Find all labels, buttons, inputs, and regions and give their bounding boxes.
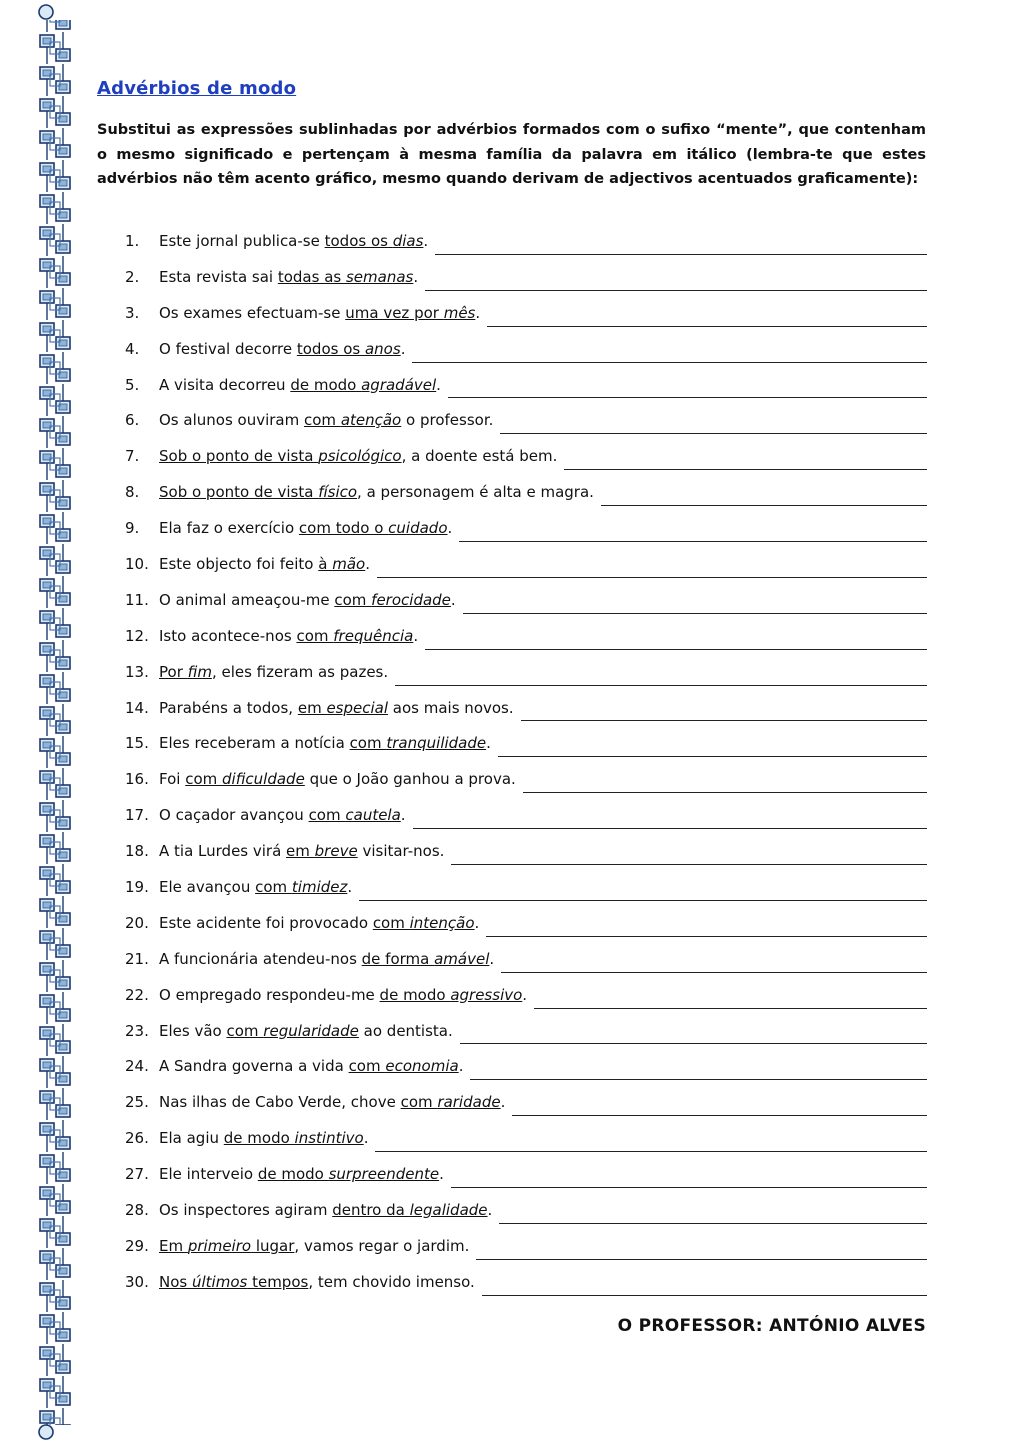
underlined-text: com xyxy=(255,878,292,897)
italic-keyword: ferocidade xyxy=(371,590,451,609)
sentence-text: Este jornal publica-se xyxy=(159,232,325,250)
underlined-text: com xyxy=(308,806,346,825)
answer-blank-line[interactable] xyxy=(470,1078,927,1080)
sentence-text: . xyxy=(475,303,481,322)
exercise-number: 6. xyxy=(125,411,140,430)
exercise-item xyxy=(125,1273,927,1309)
italic-keyword: legalidade xyxy=(409,1201,488,1220)
underlined-text: em xyxy=(297,698,327,717)
exercise-sentence xyxy=(159,304,480,322)
exercise-number: 24. xyxy=(125,1057,149,1076)
underlined-text: com xyxy=(334,590,372,609)
underlined-text: com xyxy=(185,770,223,789)
italic-keyword: últimos xyxy=(191,1272,248,1291)
teacher-signature: O PROFESSOR: ANTÓNIO ALVES xyxy=(617,1316,926,1336)
exercise-item xyxy=(125,770,927,806)
sentence-text: . xyxy=(347,878,353,897)
italic-keyword: mês xyxy=(443,303,476,322)
answer-blank-line[interactable] xyxy=(460,1042,927,1044)
page-title: Advérbios de modo xyxy=(97,78,297,99)
italic-keyword: surpreendente xyxy=(328,1165,440,1184)
answer-blank-line[interactable] xyxy=(459,540,927,542)
exercise-number: 5. xyxy=(125,375,140,394)
answer-blank-line[interactable] xyxy=(523,791,927,793)
exercise-number: 27. xyxy=(125,1165,149,1184)
exercise-number: 16. xyxy=(125,770,149,789)
sentence-text: , eles fizeram as pazes. xyxy=(211,662,389,681)
exercise-number: 1. xyxy=(125,232,140,250)
sentence-text: visitar-nos. xyxy=(357,842,445,861)
exercise-item xyxy=(125,842,927,878)
sentence-text: Foi xyxy=(159,770,186,789)
exercise-sentence xyxy=(159,663,388,681)
underlined-text: tempos xyxy=(247,1272,309,1291)
exercise-sentence xyxy=(159,806,406,824)
sentence-text: . xyxy=(413,267,419,286)
sentence-text: Parabéns a todos, xyxy=(159,698,298,717)
sentence-text: . xyxy=(400,806,406,825)
answer-blank-line[interactable] xyxy=(451,863,927,865)
sentence-text: Este objecto foi feito xyxy=(159,555,319,574)
underlined-text: de modo xyxy=(379,985,451,1004)
exercise-number: 22. xyxy=(125,985,149,1004)
answer-blank-line[interactable] xyxy=(425,289,927,291)
sentence-text: . xyxy=(413,626,419,645)
answer-blank-line[interactable] xyxy=(377,576,927,578)
italic-keyword: economia xyxy=(385,1057,459,1076)
exercise-sentence xyxy=(159,411,493,429)
underlined-text: de modo xyxy=(257,1165,329,1184)
sentence-text: Eles receberam a notícia xyxy=(159,734,350,753)
answer-blank-line[interactable] xyxy=(499,1222,927,1224)
exercise-sentence xyxy=(159,1057,463,1075)
exercise-item xyxy=(125,914,927,950)
underlined-text: Sob o ponto de vista xyxy=(159,447,319,466)
exercise-number: 12. xyxy=(125,626,149,645)
sentence-text: . xyxy=(400,339,406,358)
exercise-number: 19. xyxy=(125,878,149,897)
sentence-text: . xyxy=(486,734,491,753)
exercise-sentence xyxy=(159,268,418,286)
answer-blank-line[interactable] xyxy=(425,648,927,650)
exercise-number: 14. xyxy=(125,698,149,717)
sentence-text: A Sandra governa a vida xyxy=(159,1057,349,1076)
italic-keyword: intenção xyxy=(409,913,475,932)
exercise-item xyxy=(125,1022,927,1058)
sentence-text: . xyxy=(436,375,441,394)
answer-blank-line[interactable] xyxy=(482,1294,927,1296)
exercise-sentence xyxy=(159,1237,469,1255)
exercise-sentence xyxy=(159,1093,505,1111)
underlined-text: Sob o ponto de vista xyxy=(159,483,319,502)
italic-keyword: instintivo xyxy=(294,1129,364,1148)
sentence-text: O festival decorre xyxy=(159,339,297,358)
sentence-text: Ele interveio xyxy=(159,1165,258,1184)
exercise-item xyxy=(125,591,927,627)
italic-keyword: atenção xyxy=(340,411,402,430)
sentence-text: , a personagem é alta e magra. xyxy=(357,483,594,502)
exercise-item xyxy=(125,232,927,268)
exercise-sentence xyxy=(159,340,405,358)
exercise-number: 23. xyxy=(125,1021,149,1040)
sentence-text: , vamos regar o jardim. xyxy=(294,1236,470,1255)
exercise-item xyxy=(125,627,927,663)
exercise-sentence xyxy=(159,555,370,573)
exercise-sentence xyxy=(159,447,557,465)
exercise-sentence xyxy=(159,232,428,250)
exercise-item xyxy=(125,447,927,483)
exercise-number: 15. xyxy=(125,734,149,753)
italic-keyword: cuidado xyxy=(388,519,448,538)
exercise-number: 25. xyxy=(125,1093,149,1112)
sentence-text: . xyxy=(447,519,453,538)
answer-blank-line[interactable] xyxy=(601,504,927,506)
exercise-item xyxy=(125,411,927,447)
exercise-sentence xyxy=(159,842,444,860)
exercise-item xyxy=(125,1165,927,1201)
italic-keyword: mão xyxy=(332,555,366,574)
answer-blank-line[interactable] xyxy=(501,971,927,973)
sentence-text: aos mais novos. xyxy=(388,698,514,717)
answer-blank-line[interactable] xyxy=(486,935,927,937)
answer-blank-line[interactable] xyxy=(395,684,927,686)
sentence-text: ao dentista. xyxy=(358,1021,453,1040)
decorative-chain-border xyxy=(34,0,76,1449)
exercise-number: 7. xyxy=(125,447,140,466)
underlined-text: todos os xyxy=(324,232,393,250)
exercise-sentence xyxy=(159,950,494,968)
underlined-text: com xyxy=(348,1057,386,1076)
sentence-text: Nas ilhas de Cabo Verde, chove xyxy=(159,1093,401,1112)
exercise-sentence xyxy=(159,770,516,788)
answer-blank-line[interactable] xyxy=(463,612,927,614)
sentence-text: . xyxy=(487,1201,493,1220)
sentence-text: Este acidente foi provocado xyxy=(159,913,373,932)
sentence-text: , a doente está bem. xyxy=(401,447,558,466)
exercise-number: 17. xyxy=(125,806,149,825)
answer-blank-line[interactable] xyxy=(448,396,927,398)
exercise-item xyxy=(125,734,927,770)
exercise-sentence xyxy=(159,376,441,394)
underlined-text: com xyxy=(304,411,341,430)
italic-keyword: regularidade xyxy=(263,1021,359,1040)
italic-keyword: breve xyxy=(314,842,358,861)
underlined-text: de forma xyxy=(361,949,435,968)
exercise-item xyxy=(125,483,927,519)
sentence-text: A funcionária atendeu-nos xyxy=(159,949,362,968)
exercise-item xyxy=(125,950,927,986)
answer-blank-line[interactable] xyxy=(498,755,927,757)
exercise-number: 20. xyxy=(125,913,149,932)
underlined-text: Por xyxy=(159,662,188,681)
sentence-text: Esta revista sai xyxy=(159,267,278,286)
underlined-text: todas as xyxy=(277,267,346,286)
instructions-paragraph: Substitui as expressões sublinhadas por advérbios formados com o sufixo “mente”, que contenham o mesmo significado e pertençam à mesma família da palavra em itálico (lembra-te que estes advérbios não têm acento gráfico, mesmo quando derivam de adjectivos acentuados graficamente): xyxy=(97,122,926,187)
underlined-text: Em xyxy=(159,1236,188,1255)
sentence-text: Eles vão xyxy=(159,1021,227,1040)
underlined-text: Nos xyxy=(159,1272,192,1291)
exercise-number: 4. xyxy=(125,339,140,358)
answer-blank-line[interactable] xyxy=(521,719,927,721)
underlined-text: com xyxy=(372,913,410,932)
exercise-number: 18. xyxy=(125,842,149,861)
sentence-text: Isto acontece-nos xyxy=(159,626,297,645)
sentence-text: O empregado respondeu-me xyxy=(159,985,380,1004)
italic-keyword: anos xyxy=(364,339,401,358)
sentence-text: Ela faz o exercício xyxy=(159,519,299,538)
exercise-item xyxy=(125,806,927,842)
sentence-text: . xyxy=(423,232,429,250)
exercise-number: 9. xyxy=(125,519,140,538)
exercise-number: 8. xyxy=(125,483,140,502)
italic-keyword: dificuldade xyxy=(222,770,305,789)
exercise-item xyxy=(125,878,927,914)
sentence-text: Ela agiu xyxy=(159,1129,224,1148)
underlined-text: em xyxy=(286,842,315,861)
exercise-item xyxy=(125,304,927,340)
sentence-text: . xyxy=(474,913,480,932)
exercise-number: 21. xyxy=(125,949,149,968)
sentence-text: . xyxy=(522,985,528,1004)
underlined-text: todos os xyxy=(296,339,365,358)
answer-blank-line[interactable] xyxy=(375,1150,927,1152)
sentence-text: que o João ganhou a prova. xyxy=(304,770,516,789)
italic-keyword: tranquilidade xyxy=(386,734,487,753)
answer-blank-line[interactable] xyxy=(413,827,927,829)
sentence-text: . xyxy=(439,1165,444,1184)
exercise-number: 26. xyxy=(125,1129,149,1148)
exercise-number: 3. xyxy=(125,303,140,322)
sentence-text: . xyxy=(489,949,495,968)
sentence-text: . xyxy=(500,1093,506,1112)
exercise-item xyxy=(125,1201,927,1237)
underlined-text: com todo o xyxy=(298,519,389,538)
answer-blank-line[interactable] xyxy=(412,361,927,363)
sentence-text: . xyxy=(450,590,456,609)
italic-keyword: especial xyxy=(326,698,389,717)
answer-blank-line[interactable] xyxy=(435,253,927,255)
underlined-text: com xyxy=(226,1021,264,1040)
exercise-sentence xyxy=(159,1129,368,1147)
underlined-text: com xyxy=(400,1093,438,1112)
italic-keyword: primeiro xyxy=(187,1236,252,1255)
answer-blank-line[interactable] xyxy=(487,325,927,327)
underlined-text: dentro da xyxy=(332,1201,410,1220)
exercise-number: 29. xyxy=(125,1236,149,1255)
exercise-sentence xyxy=(159,734,491,752)
sentence-text: Os alunos ouviram xyxy=(159,411,304,430)
exercise-item xyxy=(125,699,927,735)
italic-keyword: raridade xyxy=(437,1093,501,1112)
italic-keyword: agradável xyxy=(361,375,437,394)
underlined-text: à xyxy=(318,555,333,574)
exercise-item xyxy=(125,1129,927,1165)
underlined-text: de modo xyxy=(223,1129,295,1148)
italic-keyword: amável xyxy=(434,949,490,968)
italic-keyword: cautela xyxy=(345,806,401,825)
sentence-text: Ele avançou xyxy=(159,878,256,897)
italic-keyword: psicológico xyxy=(318,447,402,466)
answer-blank-line[interactable] xyxy=(534,1007,927,1009)
underlined-text: de modo xyxy=(290,375,362,394)
italic-keyword: dias xyxy=(392,232,424,250)
italic-keyword: agressivo xyxy=(450,985,523,1004)
italic-keyword: timidez xyxy=(291,878,348,897)
exercise-number: 13. xyxy=(125,662,149,681)
exercise-sentence xyxy=(159,1273,475,1291)
exercise-item xyxy=(125,986,927,1022)
underlined-text: com xyxy=(296,626,334,645)
exercise-item xyxy=(125,663,927,699)
sentence-text: . xyxy=(365,555,370,574)
answer-blank-line[interactable] xyxy=(512,1114,927,1116)
exercise-item xyxy=(125,1057,927,1093)
italic-keyword: frequência xyxy=(333,626,414,645)
exercise-item xyxy=(125,1237,927,1273)
italic-keyword: semanas xyxy=(345,267,414,286)
exercise-item xyxy=(125,268,927,304)
exercise-number: 30. xyxy=(125,1272,149,1291)
sentence-text: , tem chovido imenso. xyxy=(308,1272,475,1291)
exercise-number: 10. xyxy=(125,555,149,574)
exercise-number: 28. xyxy=(125,1201,149,1220)
underlined-text: lugar xyxy=(251,1236,295,1255)
exercise-sentence xyxy=(159,1165,444,1183)
underlined-text: com xyxy=(349,734,387,753)
exercise-sentence xyxy=(159,878,352,896)
exercise-sentence xyxy=(159,1201,492,1219)
sentence-text: o professor. xyxy=(401,411,494,430)
exercise-sentence xyxy=(159,627,418,645)
exercise-sentence xyxy=(159,699,514,717)
exercise-item xyxy=(125,519,927,555)
exercise-number: 11. xyxy=(125,590,149,609)
underlined-text: uma vez por xyxy=(345,303,444,322)
answer-blank-line[interactable] xyxy=(500,432,927,434)
answer-blank-line[interactable] xyxy=(476,1258,927,1260)
exercise-sentence xyxy=(159,519,452,537)
exercise-item xyxy=(125,1093,927,1129)
exercise-item xyxy=(125,376,927,412)
exercise-sentence xyxy=(159,986,527,1004)
exercise-list xyxy=(125,232,927,1309)
exercise-sentence xyxy=(159,1022,453,1040)
exercise-number: 2. xyxy=(125,267,140,286)
answer-blank-line[interactable] xyxy=(451,1186,927,1188)
exercise-sentence xyxy=(159,483,594,501)
sentence-text: . xyxy=(458,1057,464,1076)
sentence-text: O animal ameaçou-me xyxy=(159,590,335,609)
exercise-sentence xyxy=(159,591,456,609)
sentence-text: A tia Lurdes virá xyxy=(159,842,287,861)
sentence-text: . xyxy=(363,1129,369,1148)
answer-blank-line[interactable] xyxy=(564,468,927,470)
sentence-text: A visita decorreu xyxy=(159,375,291,394)
answer-blank-line[interactable] xyxy=(359,899,927,901)
exercise-sentence xyxy=(159,914,479,932)
sentence-text: Os exames efectuam-se xyxy=(159,303,346,322)
exercise-item xyxy=(125,555,927,591)
sentence-text: Os inspectores agiram xyxy=(159,1201,333,1220)
sentence-text: O caçador avançou xyxy=(159,806,309,825)
italic-keyword: fim xyxy=(187,662,212,681)
exercise-item xyxy=(125,340,927,376)
italic-keyword: físico xyxy=(318,483,358,502)
